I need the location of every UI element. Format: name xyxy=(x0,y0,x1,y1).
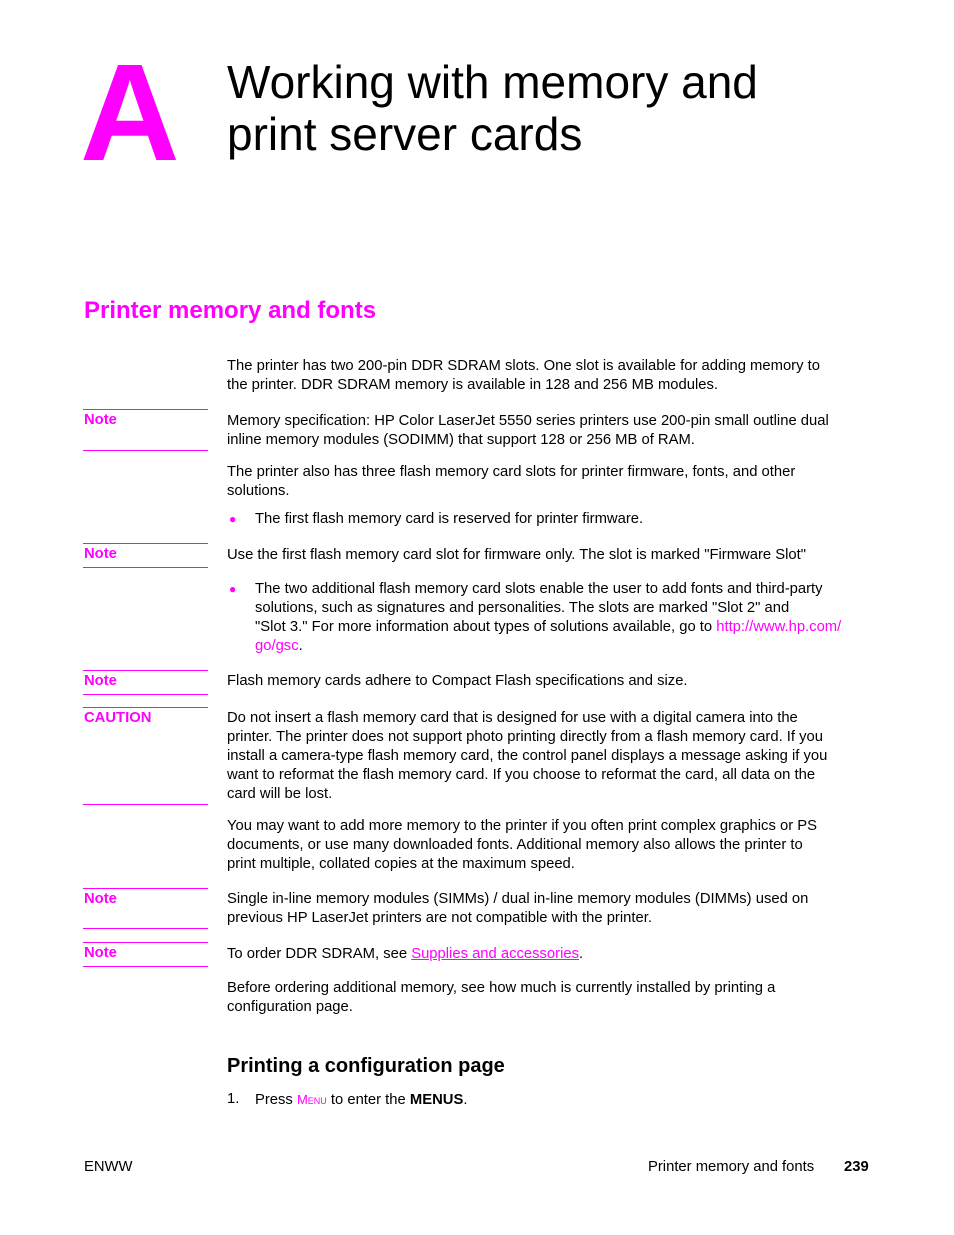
caution-text xyxy=(227,709,873,804)
caution-label: CAUTION xyxy=(84,710,152,726)
text-line: the printer. DDR SDRAM memory is available in 128 and 256 MB modules. xyxy=(227,377,718,393)
text-span: . xyxy=(298,638,303,654)
chapter-title-line2: print server cards xyxy=(227,108,583,160)
note-rule-top xyxy=(83,543,208,544)
text-line: printer. The printer does not support photo printing directly from a flash memory card. If you xyxy=(227,729,824,745)
text-line: card will be lost. xyxy=(227,786,333,802)
page-number: 239 xyxy=(844,1159,869,1175)
intro-paragraph xyxy=(227,357,873,395)
text-line: previous HP LaserJet printers are not compatible with the printer. xyxy=(227,910,652,926)
bullet-icon: ● xyxy=(229,512,237,526)
note-rule-bottom xyxy=(83,966,208,967)
text-line: Before ordering additional memory, see how much is currently installed by printing a xyxy=(227,980,776,996)
menus-label: MENUS xyxy=(409,1092,464,1108)
bullet-text: The first flash memory card is reserved for printer firmware. xyxy=(255,511,644,527)
note-rule-top xyxy=(83,409,208,410)
text-span: to enter the xyxy=(326,1092,410,1108)
text-line: The printer has two 200-pin DDR SDRAM slots. One slot is available for adding memory to xyxy=(227,358,820,374)
hp-gsc-link-continued[interactable]: go/gsc xyxy=(255,638,299,654)
flash-slots-paragraph xyxy=(227,463,873,501)
note-rule-bottom xyxy=(83,694,208,695)
text-line: want to reformat the flash memory card. If you choose to reformat the card, all data on the xyxy=(227,767,816,783)
text-line: Single in-line memory modules (SIMMs) / dual in-line memory modules (DIMMs) used on xyxy=(227,891,809,907)
footer-left: ENWW xyxy=(84,1159,133,1175)
note-rule-bottom xyxy=(83,450,208,451)
text-line: solutions, such as signatures and personalities. The slots are marked "Slot 2" and xyxy=(255,600,790,616)
text-line: inline memory modules (SODIMM) that support 128 or 256 MB of RAM. xyxy=(227,432,695,448)
add-memory-paragraph xyxy=(227,817,873,874)
subsection-heading: Printing a configuration page xyxy=(227,1055,505,1077)
footer-section: Printer memory and fonts xyxy=(648,1159,815,1175)
step-1-text xyxy=(255,1090,873,1110)
note-text xyxy=(227,412,873,450)
caution-rule-bottom xyxy=(83,804,208,805)
note-rule-bottom xyxy=(83,928,208,929)
note-rule-top xyxy=(83,942,208,943)
text-line: The two additional flash memory card slots enable the user to add fonts and third-party xyxy=(255,581,823,597)
note-text xyxy=(227,945,873,964)
note-text: Flash memory cards adhere to Compact Flash specifications and size. xyxy=(227,673,688,689)
before-ordering-paragraph xyxy=(227,979,873,1017)
note-label: Note xyxy=(84,673,117,689)
text-line xyxy=(255,618,873,637)
note-text: Use the first flash memory card slot for firmware only. The slot is marked "Firmware Slot" xyxy=(227,547,806,563)
section-heading: Printer memory and fonts xyxy=(84,297,377,324)
bullet-icon: ● xyxy=(229,582,237,596)
text-span: Press xyxy=(255,1092,297,1108)
caution-rule-top xyxy=(83,707,208,708)
note-label: Note xyxy=(84,945,117,961)
text-span: "Slot 3." For more information about types of solutions available, go to xyxy=(255,619,717,635)
text-line: documents, or use many downloaded fonts. Additional memory also allows the printer to xyxy=(227,837,803,853)
text-line: solutions. xyxy=(227,483,290,499)
note-label: Note xyxy=(84,412,117,428)
text-line: You may want to add more memory to the printer if you often print complex graphics or PS xyxy=(227,818,817,834)
chapter-title-line1: Working with memory and xyxy=(227,56,758,108)
note-text xyxy=(227,890,873,928)
text-line: Do not insert a flash memory card that is designed for use with a digital camera into the xyxy=(227,710,798,726)
text-span: To order DDR SDRAM, see xyxy=(227,946,412,962)
menu-key: Menu xyxy=(296,1092,327,1107)
text-line: install a camera-type flash memory card, the control panel displays a message asking if you xyxy=(227,748,828,764)
chapter-title xyxy=(227,56,907,160)
text-line: configuration page. xyxy=(227,999,353,1015)
text-span: . xyxy=(579,946,584,962)
step-number: 1. xyxy=(227,1091,240,1107)
supplies-accessories-link[interactable]: Supplies and accessories xyxy=(411,946,579,962)
chapter-letter: A xyxy=(80,36,180,190)
note-rule-top xyxy=(83,670,208,671)
text-line xyxy=(255,637,873,656)
text-line: Memory specification: HP Color LaserJet 5550 series printers use 200-pin small outline dual xyxy=(227,413,829,429)
text-span: . xyxy=(463,1092,468,1108)
note-label: Note xyxy=(84,891,117,907)
note-rule-top xyxy=(83,888,208,889)
note-rule-bottom xyxy=(83,567,208,568)
bullet-text xyxy=(255,580,873,656)
hp-gsc-link[interactable]: http://www.hp.com/ xyxy=(716,619,842,635)
note-label: Note xyxy=(84,546,117,562)
text-line: print multiple, collated copies at the maximum speed. xyxy=(227,856,575,872)
text-line: The printer also has three flash memory card slots for printer firmware, fonts, and other xyxy=(227,464,796,480)
